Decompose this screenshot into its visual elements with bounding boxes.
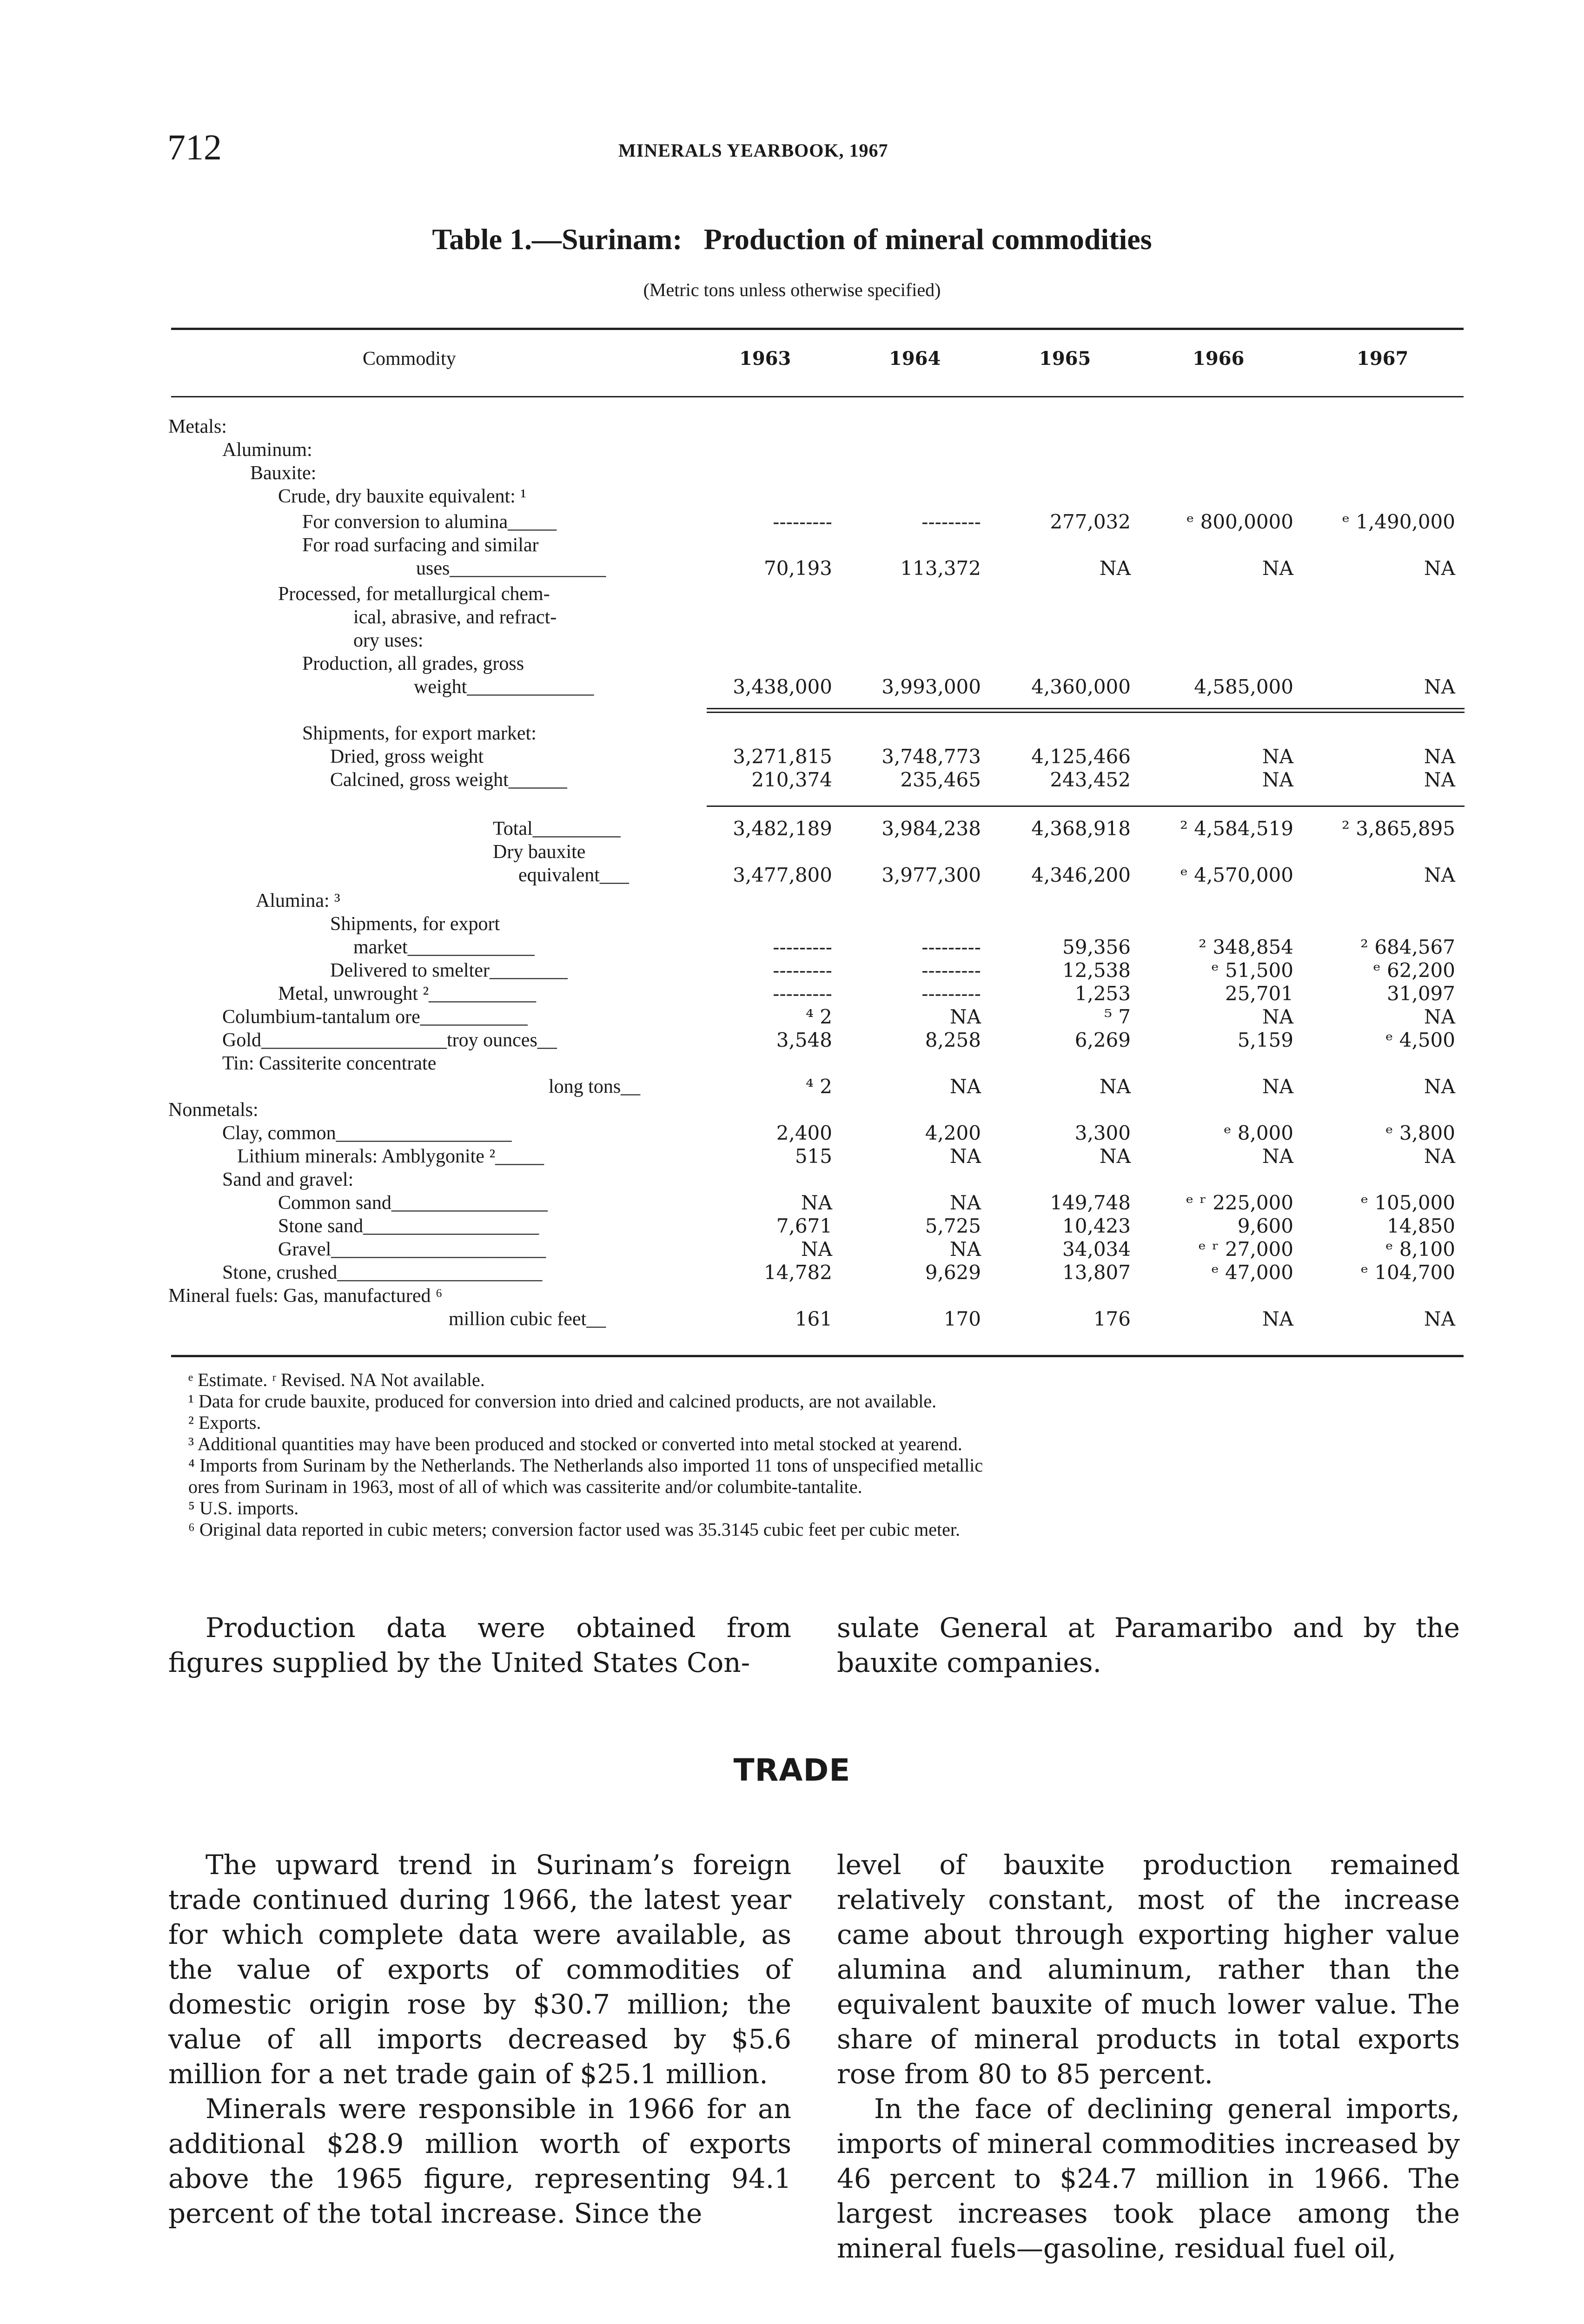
cell-1966: NA [1262, 1145, 1293, 1168]
cell-1963: 515 [795, 1145, 832, 1168]
column-header-1963: 1963 [739, 348, 791, 370]
row-label: weight_____________ [414, 676, 594, 698]
cell-1964: 4,200 [925, 1122, 981, 1144]
cell-1966: ᵉ 4,570,000 [1180, 864, 1293, 886]
cell-1966: 25,701 [1225, 982, 1293, 1005]
cell-1963: --------- [773, 510, 832, 533]
paragraph: The upward trend in Surinam’s foreign trade continued during 1966, the latest year for which complete data were available, as the value of exports of commodities of domestic origin rose by $30.7 million; the value of all imports decreased by $5.6 million for a net trade gain of $25.1 million. [168, 1849, 791, 2090]
row-label: Processed, for metallurgical chem- [278, 583, 550, 605]
row-label: ical, abrasive, and refract- [353, 607, 557, 628]
cell-1965: 34,034 [1062, 1238, 1131, 1261]
paragraph: In the face of declining general imports, imports of mineral commodities increased by 46 percent to $24.7 million in 1966. The largest increases took place among the mineral fuels—gasoline, residual fuel oil, [837, 2093, 1460, 2264]
cell-1963: 3,548 [776, 1029, 832, 1051]
row-label: Clay, common__________________ [222, 1122, 512, 1144]
column-header-commodity: Commodity [363, 348, 456, 370]
cell-1965: 4,125,466 [1031, 745, 1131, 768]
cell-1966: ² 348,854 [1199, 936, 1293, 958]
cell-1967: ᵉ 8,100 [1385, 1238, 1455, 1261]
cell-1967: NA [1424, 768, 1455, 791]
cell-1966: NA [1262, 1075, 1293, 1098]
row-label: Gold___________________troy ounces__ [222, 1030, 557, 1051]
cell-1964: 5,725 [925, 1215, 981, 1237]
cell-1964: 235,465 [900, 768, 981, 791]
cell-1966: ᵉ 800,0000 [1186, 510, 1293, 533]
cell-1965: 4,368,918 [1031, 817, 1131, 840]
row-label: Gravel______________________ [278, 1239, 546, 1260]
cell-1963: 161 [795, 1307, 832, 1330]
table-footnotes [188, 1369, 1467, 1540]
cell-1965: 243,452 [1050, 768, 1131, 791]
cell-1966: ᵉ ʳ 225,000 [1186, 1191, 1293, 1214]
cell-1966: ² 4,584,519 [1180, 817, 1293, 840]
cell-1967: NA [1424, 1075, 1455, 1098]
row-label: For conversion to alumina_____ [302, 511, 557, 533]
cell-1965: ⁵ 7 [1104, 1005, 1131, 1028]
cell-1963: --------- [773, 936, 832, 958]
footnote: ⁴ Imports from Surinam by the Netherlands. The Netherlands also imported 11 tons of unspecified metallic [188, 1455, 983, 1476]
cell-1967: NA [1424, 1307, 1455, 1330]
row-label: Delivered to smelter________ [330, 960, 568, 981]
cell-1967: NA [1424, 864, 1455, 886]
cell-1965: 59,356 [1062, 936, 1131, 958]
cell-1963: NA [801, 1238, 832, 1261]
cell-1964: NA [949, 1238, 981, 1261]
cell-1964: 170 [943, 1307, 981, 1330]
row-label: Alumina: ³ [256, 890, 340, 911]
table-title-rest: Production of mineral commodities [703, 223, 1152, 256]
cell-1963: 70,193 [764, 557, 832, 580]
cell-1964: --------- [921, 982, 981, 1005]
sum-rule-1 [707, 708, 1465, 709]
cell-1964: 113,372 [900, 557, 981, 580]
cell-1967: ᵉ 62,200 [1373, 959, 1455, 982]
cell-1963: 3,271,815 [733, 745, 832, 768]
row-label: Metals: [168, 416, 227, 437]
cell-1967: ᵉ 3,800 [1385, 1122, 1455, 1144]
cell-1965: 3,300 [1074, 1122, 1131, 1144]
table-bottom-rule [171, 1355, 1464, 1357]
sum-rule-2 [707, 712, 1465, 713]
cell-1966: NA [1262, 1005, 1293, 1028]
row-label: Lithium minerals: Amblygonite ²_____ [237, 1146, 544, 1167]
cell-1967: ᵉ 105,000 [1360, 1191, 1455, 1214]
row-label: Columbium-tantalum ore___________ [222, 1006, 528, 1028]
cell-1963: --------- [773, 959, 832, 982]
cell-1965: NA [1099, 557, 1131, 580]
cell-1965: 12,538 [1062, 959, 1131, 982]
left-column [168, 1848, 791, 2231]
row-label: Tin: Cassiterite concentrate [222, 1053, 437, 1074]
row-label: Dry bauxite [493, 841, 586, 863]
cell-1964: 8,258 [925, 1029, 981, 1051]
intro-right-text: sulate General at Paramaribo and by the bauxite companies. [837, 1612, 1460, 1678]
cell-1963: 14,782 [764, 1261, 832, 1284]
row-label: Calcined, gross weight______ [330, 769, 567, 791]
cell-1965: 4,360,000 [1031, 675, 1131, 698]
cell-1963: --------- [773, 982, 832, 1005]
cell-1965: 10,423 [1062, 1215, 1131, 1237]
page-number: 712 [167, 127, 222, 167]
row-label: million cubic feet__ [449, 1308, 606, 1330]
cell-1964: NA [949, 1005, 981, 1028]
cell-1963: 3,482,189 [733, 817, 832, 840]
cell-1964: 3,977,300 [881, 864, 981, 886]
cell-1966: NA [1262, 1307, 1293, 1330]
row-label: equivalent___ [518, 865, 629, 886]
cell-1966: NA [1262, 768, 1293, 791]
table-header-rule [171, 396, 1464, 397]
cell-1963: ⁴ 2 [806, 1005, 832, 1028]
column-header-1967: 1967 [1357, 348, 1409, 370]
row-label: Stone, crushed_____________________ [222, 1262, 543, 1283]
cell-1966: 4,585,000 [1194, 675, 1293, 698]
cell-1967: ² 3,865,895 [1342, 817, 1455, 840]
intro-left-column [168, 1611, 791, 1680]
cell-1966: 5,159 [1237, 1029, 1293, 1051]
row-label: Metal, unwrought ²___________ [278, 983, 537, 1004]
cell-1966: ᵉ 8,000 [1224, 1122, 1293, 1144]
cell-1967: 31,097 [1387, 982, 1455, 1005]
row-label: long tons__ [549, 1076, 641, 1097]
cell-1967: ᵉ 1,490,000 [1342, 510, 1455, 533]
paragraph: level of bauxite production remained relatively constant, most of the increase came about through exporting higher value alumina and aluminum, rather than the equivalent bauxite of much lower value. The share of mineral products in total exports rose from 80 to 85 percent. [837, 1849, 1460, 2090]
table-subtitle: (Metric tons unless otherwise specified) [643, 279, 941, 300]
cell-1964: NA [949, 1145, 981, 1168]
column-header-1966: 1966 [1193, 348, 1245, 370]
row-label: market_____________ [353, 937, 535, 958]
cell-1967: ᵉ 4,500 [1385, 1029, 1455, 1051]
cell-1967: NA [1424, 557, 1455, 580]
table-title [0, 222, 1584, 257]
row-label: Shipments, for export [330, 913, 500, 935]
cell-1965: 6,269 [1074, 1029, 1131, 1051]
cell-1964: NA [949, 1075, 981, 1098]
row-label: Total_________ [493, 818, 621, 839]
footnote: ⁵ U.S. imports. [188, 1498, 299, 1519]
cell-1964: --------- [921, 510, 981, 533]
cell-1967: 14,850 [1387, 1215, 1455, 1237]
cell-1965: NA [1099, 1145, 1131, 1168]
cell-1963: 3,438,000 [733, 675, 832, 698]
row-label: Common sand________________ [278, 1192, 548, 1214]
footnote: ² Exports. [188, 1412, 261, 1433]
row-label: Bauxite: [250, 462, 317, 484]
row-label: Crude, dry bauxite equivalent: ¹ [278, 486, 526, 507]
row-label: Aluminum: [222, 439, 312, 461]
cell-1966: NA [1262, 557, 1293, 580]
paragraph: Minerals were responsible in 1966 for an additional $28.9 million worth of exports above the 1965 figure, representing 94.1 percent of the total increase. Since the [168, 2093, 791, 2229]
cell-1963: NA [801, 1191, 832, 1214]
table-top-rule [171, 328, 1464, 330]
intro-left-text: Production data were obtained from figures supplied by the United States Con- [168, 1612, 791, 1678]
cell-1964: NA [949, 1191, 981, 1214]
row-label: Stone sand__________________ [278, 1215, 539, 1237]
cell-1966: 9,600 [1237, 1215, 1293, 1237]
cell-1964: 3,993,000 [881, 675, 981, 698]
cell-1964: 3,984,238 [881, 817, 981, 840]
cell-1967: NA [1424, 1145, 1455, 1168]
column-header-1964: 1964 [889, 348, 941, 370]
cell-1966: ᵉ 47,000 [1211, 1261, 1293, 1284]
cell-1963: ⁴ 2 [806, 1075, 832, 1098]
column-header-1965: 1965 [1039, 348, 1091, 370]
cell-1966: ᵉ ʳ 27,000 [1198, 1238, 1293, 1261]
footnote: ᵉ Estimate. ʳ Revised. NA Not available. [188, 1369, 485, 1390]
cell-1965: 149,748 [1050, 1191, 1131, 1214]
cell-1965: 1,253 [1074, 982, 1131, 1005]
row-label: Dried, gross weight [330, 746, 484, 767]
cell-1966: ᵉ 51,500 [1211, 959, 1293, 982]
cell-1964: --------- [921, 959, 981, 982]
cell-1965: 277,032 [1050, 510, 1131, 533]
cell-1966: NA [1262, 745, 1293, 768]
footnote: ores from Surinam in 1963, most of all of which was cassiterite and/or columbite-tantalite. [188, 1476, 862, 1497]
cell-1967: NA [1424, 1005, 1455, 1028]
intro-right-column [837, 1611, 1460, 1680]
cell-1965: NA [1099, 1075, 1131, 1098]
running-title: MINERALS YEARBOOK, 1967 [618, 140, 888, 161]
table-title-lead: Table 1.—Surinam: [432, 223, 683, 256]
row-label: Mineral fuels: Gas, manufactured ⁶ [168, 1285, 443, 1307]
footnote: ³ Additional quantities may have been produced and stocked or converted into metal stocked at yearend. [188, 1433, 962, 1454]
cell-1964: 9,629 [925, 1261, 981, 1284]
cell-1965: 13,807 [1062, 1261, 1131, 1284]
cell-1963: 3,477,800 [733, 864, 832, 886]
row-label: Shipments, for export market: [302, 723, 537, 744]
row-label: uses________________ [416, 558, 606, 579]
row-label: Nonmetals: [168, 1099, 258, 1121]
cell-1967: NA [1424, 745, 1455, 768]
footnote: ¹ Data for crude bauxite, produced for conversion into dried and calcined products, are not available. [188, 1391, 937, 1412]
total-rule [707, 805, 1465, 807]
cell-1964: --------- [921, 936, 981, 958]
cell-1963: 2,400 [776, 1122, 832, 1144]
row-label: Sand and gravel: [222, 1169, 354, 1190]
cell-1967: ² 684,567 [1360, 936, 1455, 958]
cell-1967: NA [1424, 675, 1455, 698]
section-heading-trade: TRADE [733, 1752, 851, 1788]
cell-1967: ᵉ 104,700 [1360, 1261, 1455, 1284]
cell-1963: 210,374 [751, 768, 832, 791]
cell-1964: 3,748,773 [881, 745, 981, 768]
footnote: ⁶ Original data reported in cubic meters; conversion factor used was 35.3145 cubic feet per cubic meter. [188, 1519, 960, 1540]
cell-1965: 176 [1093, 1307, 1131, 1330]
right-column [837, 1848, 1460, 2266]
row-label: Production, all grades, gross [302, 653, 524, 674]
cell-1963: 7,671 [776, 1215, 832, 1237]
row-label: For road surfacing and similar [302, 535, 539, 556]
cell-1965: 4,346,200 [1031, 864, 1131, 886]
row-label: ory uses: [353, 630, 424, 651]
